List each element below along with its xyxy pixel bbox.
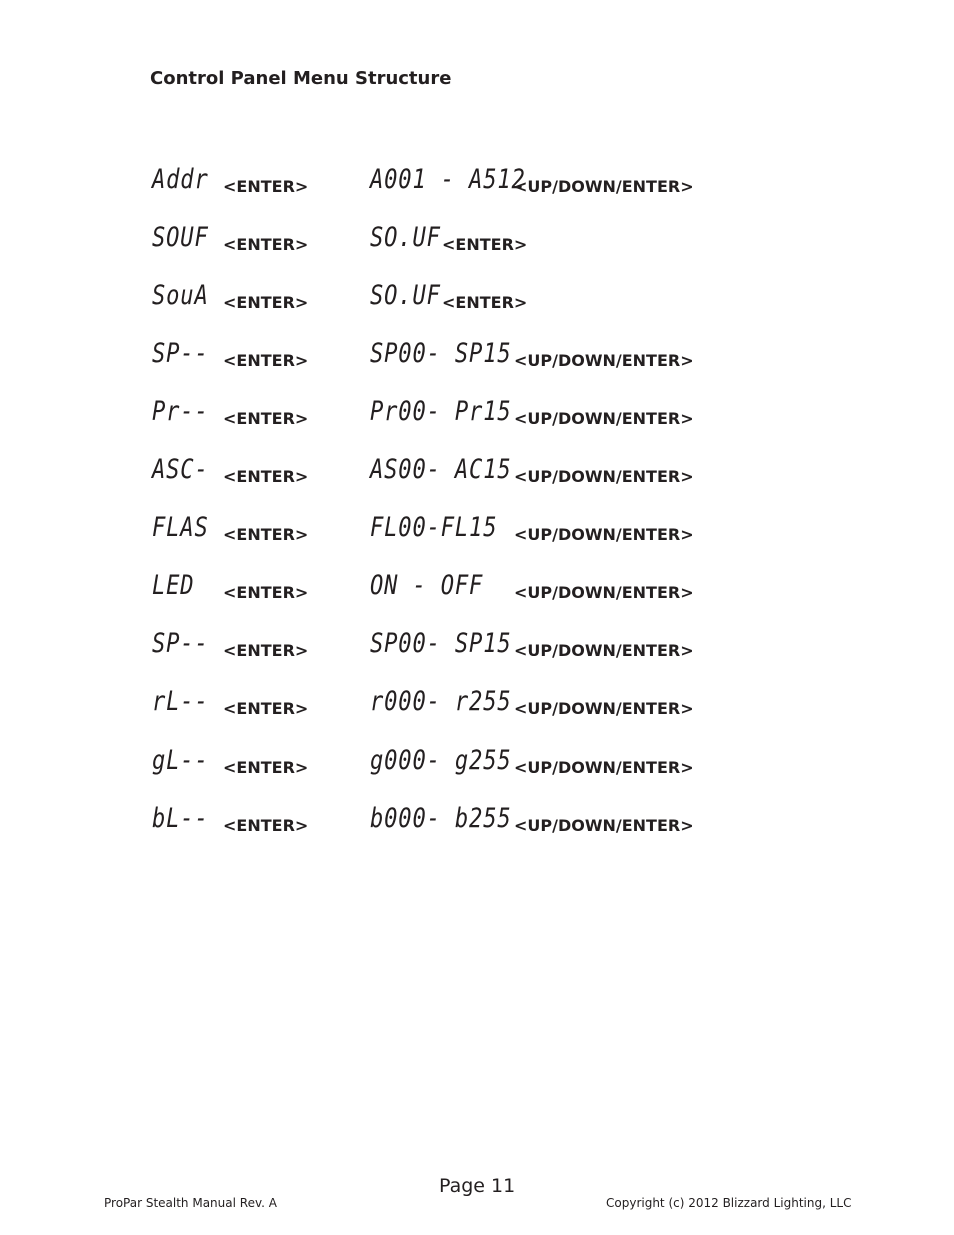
menu-value: SP00- SP15 (370, 628, 512, 659)
menu-value: AS00- AC15 (370, 454, 512, 485)
enter-command: <ENTER> (223, 351, 309, 370)
manual-title: ProPar Stealth Manual Rev. A (104, 1196, 277, 1210)
menu-row (0, 513, 954, 553)
enter-command: <ENTER> (223, 177, 309, 196)
updown-command: <UP/DOWN/ENTER> (514, 467, 694, 486)
enter-command: <ENTER> (442, 293, 528, 312)
enter-command: <ENTER> (223, 699, 309, 718)
menu-row (0, 339, 954, 379)
menu-value: g000- g255 (370, 745, 512, 776)
page-number: Page 11 (439, 1175, 516, 1197)
page-title: Control Panel Menu Structure (150, 68, 452, 89)
enter-command: <ENTER> (223, 816, 309, 835)
menu-row (0, 571, 954, 611)
menu-code: SOUF (152, 222, 209, 253)
menu-code: LED (152, 570, 195, 601)
menu-value: ON - OFF (370, 570, 484, 601)
menu-code: Addr (152, 164, 209, 195)
menu-code: SP-- (152, 628, 209, 659)
enter-command: <ENTER> (442, 235, 528, 254)
menu-row (0, 746, 954, 786)
enter-command: <ENTER> (223, 758, 309, 777)
updown-command: <UP/DOWN/ENTER> (514, 351, 694, 370)
menu-row (0, 629, 954, 669)
menu-value: SO.UF (370, 280, 441, 311)
menu-code: ASC- (152, 454, 209, 485)
menu-value: A001 - A512 (370, 164, 526, 195)
updown-command: <UP/DOWN/ENTER> (514, 816, 694, 835)
enter-command: <ENTER> (223, 467, 309, 486)
updown-command: <UP/DOWN/ENTER> (514, 525, 694, 544)
menu-code: Pr-- (152, 396, 209, 427)
menu-code: FLAS (152, 512, 209, 543)
updown-command: <UP/DOWN/ENTER> (514, 758, 694, 777)
menu-value: SP00- SP15 (370, 338, 512, 369)
menu-code: bL-- (152, 803, 209, 834)
menu-code: rL-- (152, 686, 209, 717)
menu-value: Pr00- Pr15 (370, 396, 512, 427)
enter-command: <ENTER> (223, 641, 309, 660)
enter-command: <ENTER> (223, 583, 309, 602)
menu-row (0, 281, 954, 321)
updown-command: <UP/DOWN/ENTER> (514, 699, 694, 718)
menu-value: FL00-FL15 (370, 512, 498, 543)
menu-value: SO.UF (370, 222, 441, 253)
enter-command: <ENTER> (223, 409, 309, 428)
enter-command: <ENTER> (223, 293, 309, 312)
menu-code: gL-- (152, 745, 209, 776)
updown-command: <UP/DOWN/ENTER> (514, 409, 694, 428)
updown-command: <UP/DOWN/ENTER> (514, 641, 694, 660)
updown-command: <UP/DOWN/ENTER> (514, 177, 694, 196)
menu-row (0, 165, 954, 205)
menu-code: SP-- (152, 338, 209, 369)
menu-row (0, 455, 954, 495)
menu-value: b000- b255 (370, 803, 512, 834)
menu-row (0, 804, 954, 844)
copyright-notice: Copyright (c) 2012 Blizzard Lighting, LLC (606, 1196, 852, 1210)
enter-command: <ENTER> (223, 235, 309, 254)
menu-code: SouA (152, 280, 209, 311)
menu-value: r000- r255 (370, 686, 512, 717)
menu-row (0, 223, 954, 263)
updown-command: <UP/DOWN/ENTER> (514, 583, 694, 602)
menu-row (0, 687, 954, 727)
enter-command: <ENTER> (223, 525, 309, 544)
menu-row (0, 397, 954, 437)
